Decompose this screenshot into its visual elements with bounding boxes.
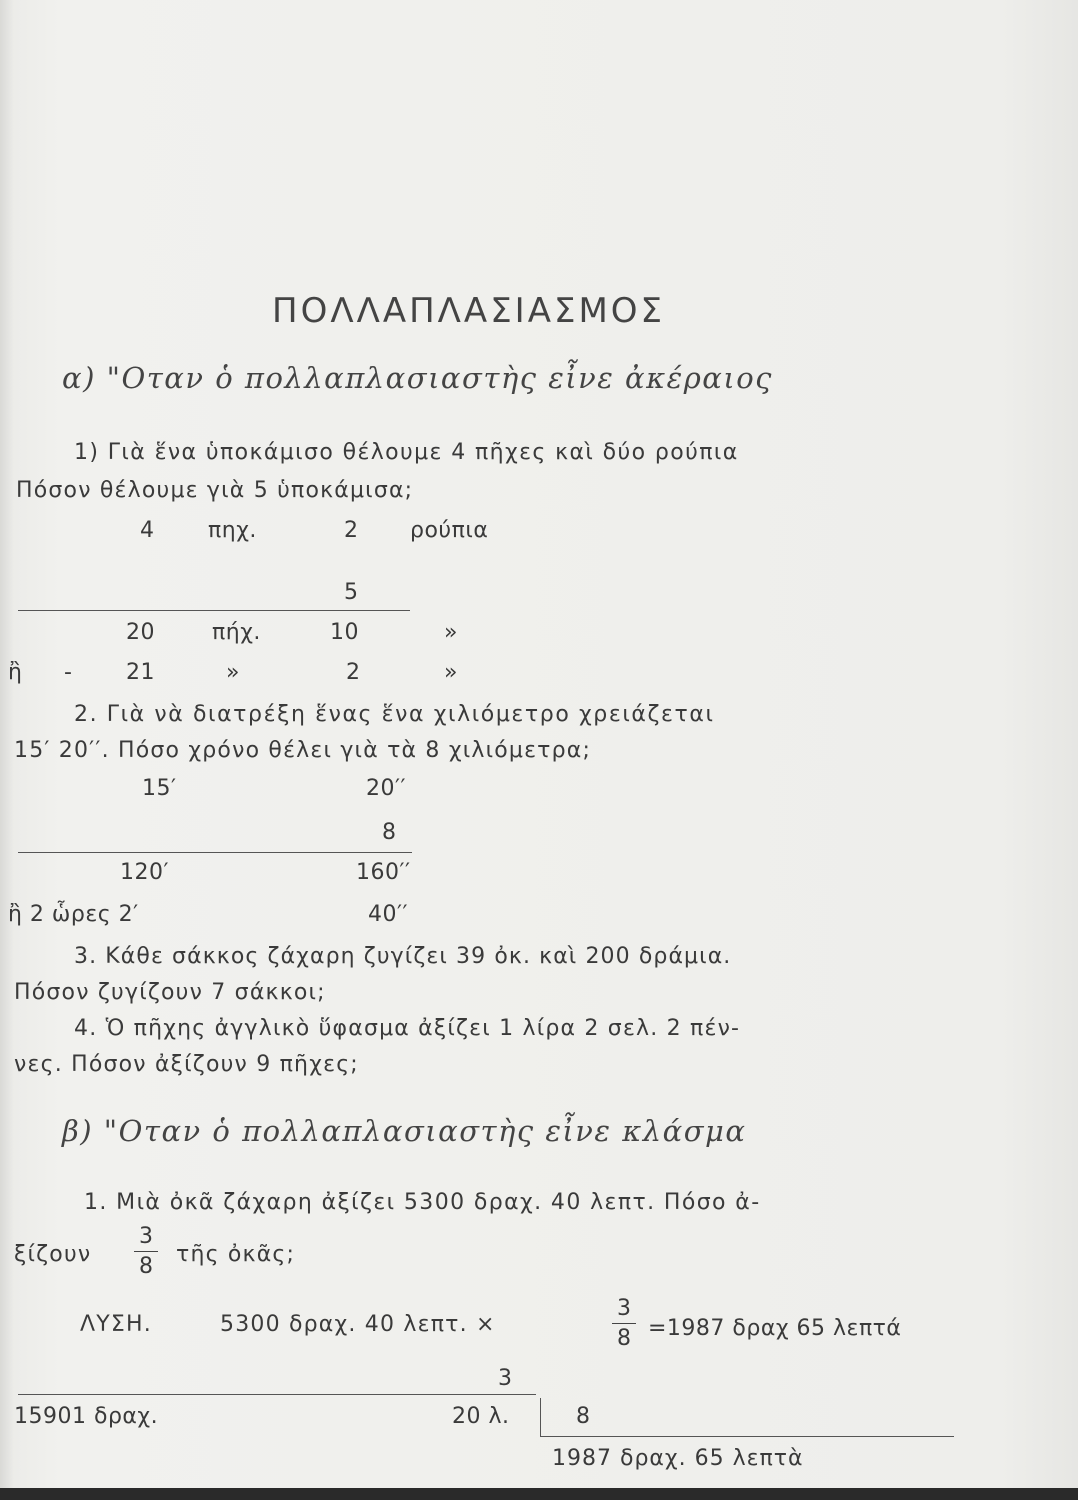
calc-1-row-1-col-3: 2 bbox=[344, 518, 359, 543]
calc-b-multiplier: 3 bbox=[498, 1366, 513, 1391]
problem-b1-fraction bbox=[134, 1224, 158, 1280]
calc-2-row-1-col-1: 15′ bbox=[142, 776, 177, 801]
calc-2-row-2-col-1: 120′ bbox=[120, 860, 169, 885]
calc-1-row-3-col-2: » bbox=[226, 660, 240, 685]
calc-1-row-2-col-1: 20 bbox=[126, 620, 155, 645]
solution-fraction bbox=[612, 1296, 636, 1352]
problem-b1-fraction-bar bbox=[134, 1251, 158, 1252]
calc-b-mid-amount: 20 λ. bbox=[452, 1404, 510, 1429]
problem-b1-fraction-denominator: 8 bbox=[139, 1254, 153, 1279]
problem-1-line-2: Πόσον θέλουμε γιὰ 5 ὑποκάμισα; bbox=[16, 478, 414, 503]
calc-1-rule bbox=[18, 610, 410, 611]
calc-2-rule bbox=[18, 852, 412, 853]
calc-1-row-3-col-4: » bbox=[444, 660, 458, 685]
division-horizontal-rule bbox=[540, 1436, 954, 1437]
solution-expression: 5300 δραχ. 40 λεπτ. × bbox=[220, 1312, 496, 1337]
calc-2-multiplier: 8 bbox=[382, 820, 397, 845]
calc-1-row-1-col-2: πηχ. bbox=[208, 518, 257, 543]
problem-b1-line-1: 1. Μιὰ ὀκᾶ ζάχαρη ἀξίζει 5300 δραχ. 40 λεπτ. Πόσο ἀ- bbox=[84, 1190, 761, 1215]
calc-1-row-2-col-4: » bbox=[444, 620, 458, 645]
problem-4-line-2: νες. Πόσον ἀξίζουν 9 πῆχες; bbox=[14, 1052, 359, 1077]
calc-1-row-3-col-1: 21 bbox=[126, 660, 155, 685]
calc-1-row-2-col-3: 10 bbox=[330, 620, 359, 645]
problem-4-line-1: 4. Ὁ πῆχης ἀγγλικὸ ὕφασμα ἀξίζει 1 λίρα 2 σελ. 2 πέν- bbox=[74, 1016, 741, 1041]
page-bottom-edge bbox=[0, 1488, 1078, 1500]
problem-2-line-1: 2. Γιὰ νὰ διατρέξη ἕνας ἕνα χιλιόμετρο χρειάζεται bbox=[74, 702, 715, 727]
division-vertical-rule bbox=[540, 1398, 541, 1436]
problem-1-line-1: 1) Γιὰ ἕνα ὑποκάμισο θέλουμε 4 πῆχες καὶ δύο ρούπια bbox=[74, 440, 739, 465]
calc-1-row-3-col-3: 2 bbox=[346, 660, 361, 685]
section-b-heading: β) "Οταν ὁ πολλαπλασιαστὴς εἶνε κλάσμα bbox=[62, 1114, 747, 1148]
calc-b-left-amount: 15901 δραχ. bbox=[14, 1404, 159, 1429]
problem-b1-fraction-numerator: 3 bbox=[139, 1224, 153, 1249]
problem-2-line-2: 15′ 20′′. Πόσο χρόνο θέλει γιὰ τὰ 8 χιλιόμετρα; bbox=[14, 738, 592, 763]
calc-2-row-3-col-2: 40′′ bbox=[368, 902, 408, 927]
solution-result: =1987 δραχ 65 λεπτά bbox=[648, 1316, 902, 1341]
calc-1-row-3-prefix: ἢ bbox=[8, 660, 23, 685]
solution-label: ΛΥΣΗ. bbox=[80, 1312, 152, 1337]
calc-2-row-3-col-1: ἢ 2 ὧρες 2′ bbox=[8, 902, 139, 927]
problem-3-line-2: Πόσον ζυγίζουν 7 σάκκοι; bbox=[14, 980, 326, 1005]
problem-b1-line-2-end: τῆς ὀκᾶς; bbox=[176, 1242, 296, 1267]
calc-1-multiplier: 5 bbox=[344, 580, 359, 605]
problem-3-line-1: 3. Κάθε σάκκος ζάχαρη ζυγίζει 39 ὀκ. καὶ 200 δράμια. bbox=[74, 944, 732, 969]
solution-fraction-denominator: 8 bbox=[617, 1326, 631, 1351]
solution-fraction-numerator: 3 bbox=[617, 1296, 631, 1321]
problem-b1-line-2-start: ξίζουν bbox=[14, 1242, 92, 1267]
solution-fraction-bar bbox=[612, 1323, 636, 1324]
calc-1-row-3-dash: - bbox=[64, 660, 73, 685]
calc-2-row-1-col-2: 20′′ bbox=[366, 776, 406, 801]
page-title: ΠΟΛΛΑΠΛΑΣΙΑΣΜΟΣ bbox=[272, 291, 666, 331]
calc-b-quotient: 1987 δραχ. 65 λεπτὰ bbox=[552, 1446, 804, 1471]
section-a-heading: α) "Οταν ὁ πολλαπλασιαστὴς εἶνε ἀκέραιος bbox=[62, 361, 773, 395]
calc-1-row-1-col-1: 4 bbox=[140, 518, 155, 543]
calc-1-row-1-col-4: ρούπια bbox=[410, 518, 489, 543]
calc-b-divisor: 8 bbox=[576, 1404, 591, 1429]
calc-1-row-2-col-2: πήχ. bbox=[212, 620, 261, 645]
calc-b-rule bbox=[18, 1394, 536, 1395]
calc-2-row-2-col-2: 160′′ bbox=[356, 860, 411, 885]
